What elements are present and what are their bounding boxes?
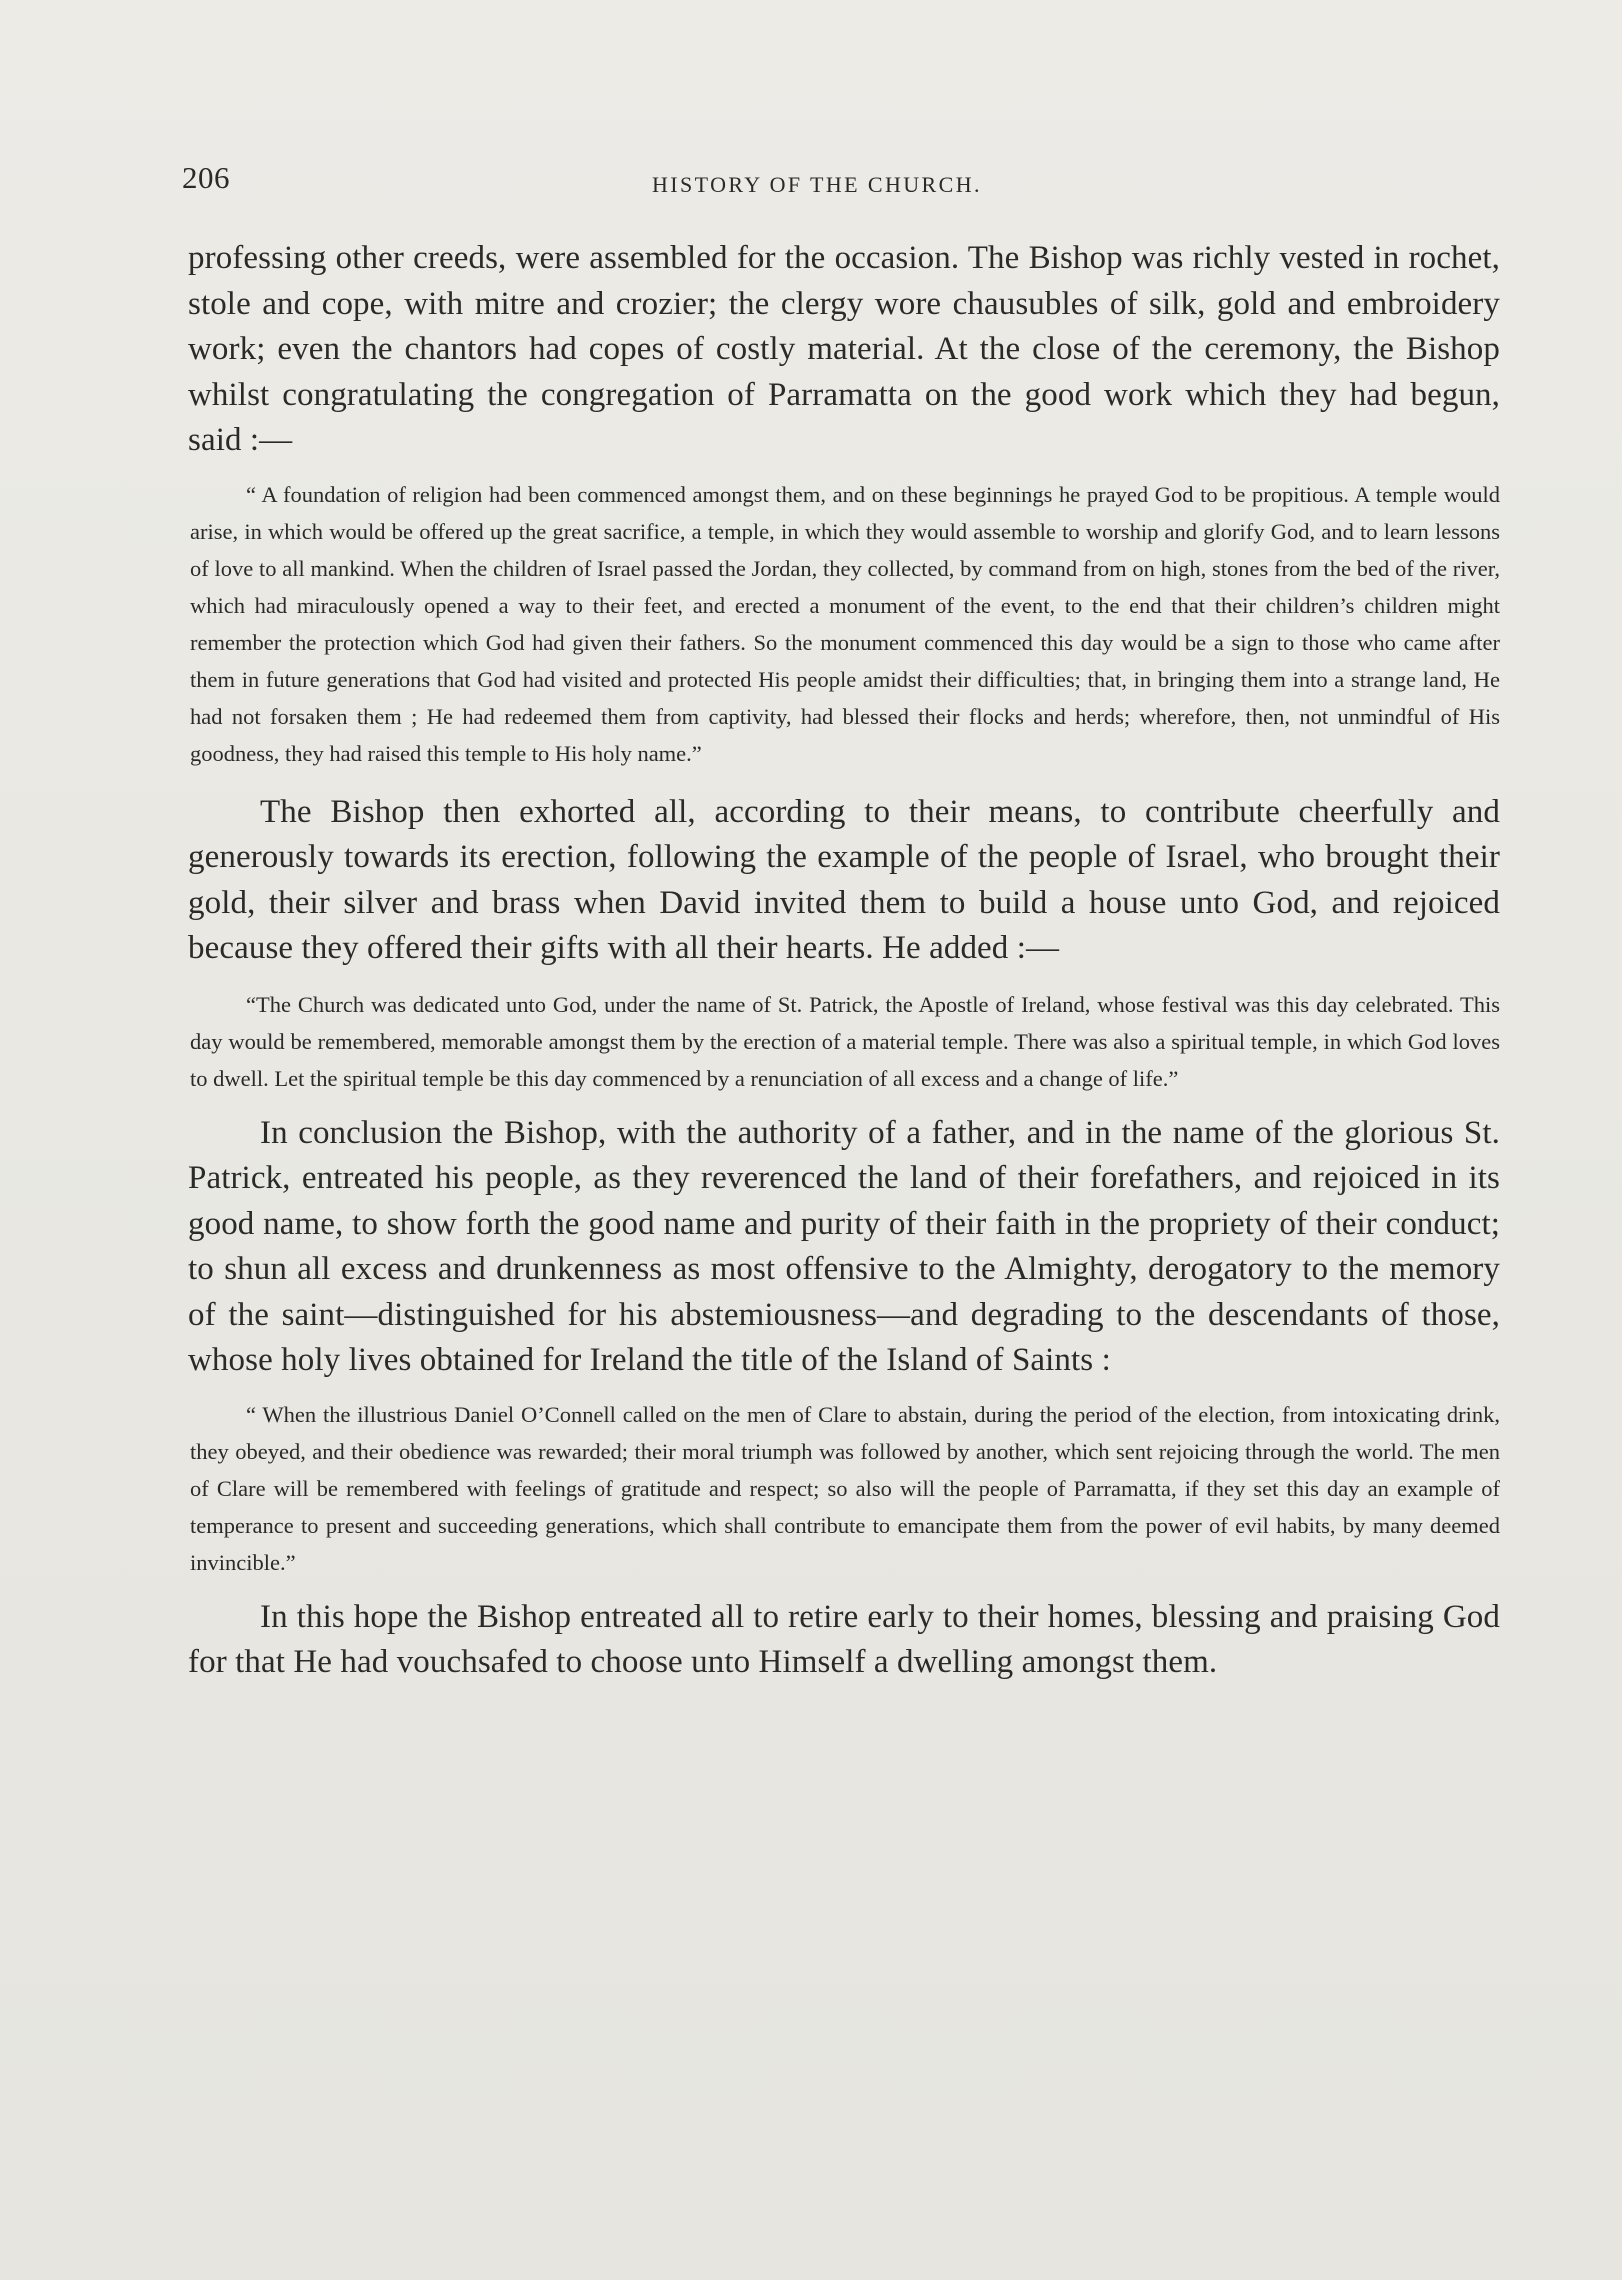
block-quote-1: “ A foundation of religion had been commenced amongst them, and on these beginnings he prayed God to be propitious. A temple would arise, in which would be offered up the great sacrifice, a temple, in which they would assemble to worship and glorify God, and to learn lessons of love to all mankind. When the children of Israel passed the Jordan, they collected, by command from on high, stones from the bed of the river, which had miraculously opened a way to their feet, and erected a monument of the event, to the end that their children’s children might remember the protection which God had given their fathers. So the monument commenced this day would be a sign to those who came after them in future generations that God had visited and protected His people amidst their difficulties; that, in bringing them into a strange land, He had not forsaken them ; He had redeemed them from captivity, had blessed their flocks and herds; wherefore, then, not unmindful of His goodness, they had raised this temple to His holy name.”	[190, 481, 1500, 766]
paragraph-2: The Bishop then exhorted all, according to their means, to contribute cheerfully and generously towards its erection, following the example of the people of Israel, who brought their gold, their silver and brass when David invited them to build a house unto God, and rejoiced because they offered their gifts with all their hearts. He added :—	[188, 793, 1500, 966]
paragraph-1: professing other creeds, were assembled for the occasion. The Bishop was richly vested in rochet, stole and cope, with mitre and crozier; the clergy wore chausubles of silk, gold and embroidery work; even the chantors had copes of costly material. At the close of the ceremony, the Bishop whilst congratulating the congregation of Parramatta on the good work which they had begun, said :—	[188, 240, 1500, 458]
body-text	[188, 236, 1500, 1686]
paragraph-4: In this hope the Bishop entreated all to retire early to their homes, blessing and praising God for that He had vouchsafed to choose unto Himself a dwelling amongst them.	[188, 1598, 1500, 1680]
running-title: HISTORY OF THE CHURCH.	[652, 172, 982, 197]
paragraph-3: In conclusion the Bishop, with the authority of a father, and in the name of the glorious St. Patrick, entreated his people, as they reverenced the land of their forefathers, and rejoiced in its good name, to show forth the good name and purity of their faith in the propriety of their conduct; to shun all excess and drunkenness as most offensive to the Almighty, derogatory to the memory of the saint—distinguished for his abstemiousness—and degrading to the descendants of those, whose holy lives obtained for Ireland the title of the Island of Saints :	[188, 1114, 1500, 1378]
running-head	[182, 160, 1502, 200]
page-number: 206	[182, 160, 230, 195]
block-quote-2: “The Church was dedicated unto God, under the name of St. Patrick, the Apostle of Ireland, whose festival was this day celebrated. This day would be remembered, memorable amongst them by the erection of a material temple. There was also a spiritual temple, in which God loves to dwell. Let the spiritual temple be this day commenced by a renunciation of all excess and a change of life.”	[190, 991, 1500, 1091]
block-quote-3: “ When the illustrious Daniel O’Connell called on the men of Clare to abstain, during the period of the election, from intoxicating drink, they obeyed, and their obedience was rewarded; their moral triumph was followed by another, which sent rejoicing through the world. The men of Clare will be remembered with feelings of gratitude and respect; so also will the people of Parramatta, if they set this day an example of temperance to present and succeeding generations, which shall contribute to emancipate them from the power of evil habits, by many deemed invincible.”	[190, 1401, 1500, 1575]
